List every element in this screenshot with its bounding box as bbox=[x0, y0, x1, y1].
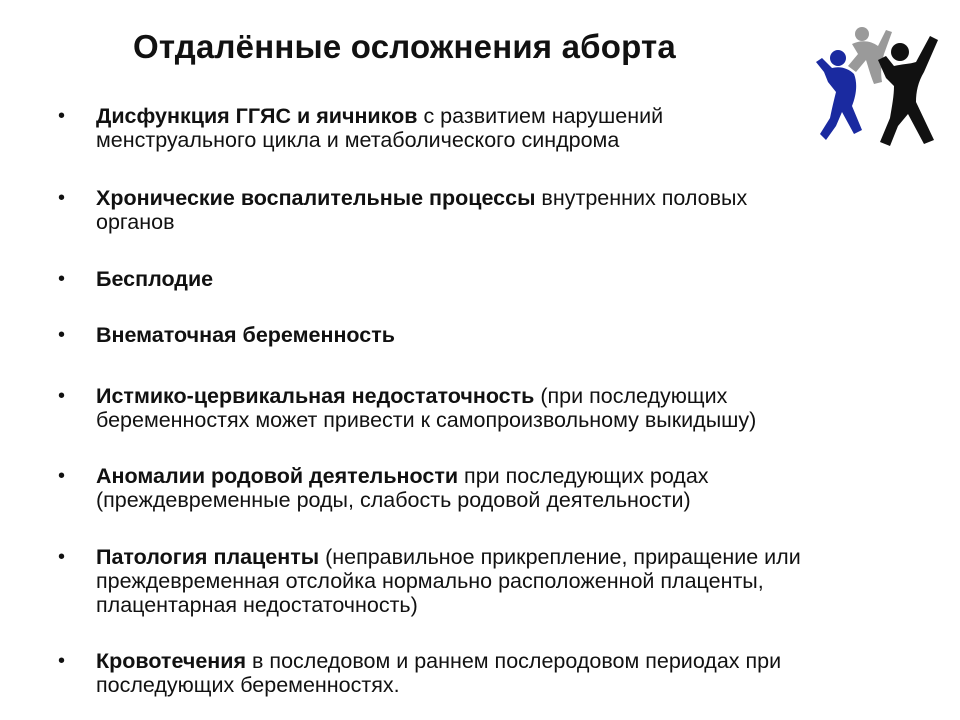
item-heading: Хронические воспалительные процессы bbox=[96, 186, 536, 210]
item-detail: с развитием нарушений менструального цикла и метаболического синдрома bbox=[96, 104, 664, 152]
item-heading: Кровотечения bbox=[96, 649, 247, 673]
item-heading: Внематочная беременность bbox=[96, 323, 395, 347]
item-heading: Истмико-цервикальная недостаточность bbox=[96, 384, 535, 408]
item-heading: Аномалии родовой деятельности bbox=[96, 464, 459, 488]
item-detail: в последовом и раннем послеродовом периодах при последующих беременностях. bbox=[96, 649, 782, 697]
bullet-marker: • bbox=[58, 385, 66, 407]
bullet-marker: • bbox=[58, 187, 66, 209]
bullet-marker: • bbox=[58, 546, 66, 568]
item-detail: (при последующих беременностях может привести к самопроизвольному выкидышу) bbox=[96, 384, 757, 432]
item-heading: Бесплодие bbox=[96, 267, 214, 291]
bullet-marker: • bbox=[58, 465, 66, 487]
bullet-marker: • bbox=[58, 324, 66, 346]
item-detail: (неправильное прикрепление, приращение или преждевременная отслойка нормально расположенной плаценты, плацентарная недостаточность) bbox=[96, 545, 801, 617]
item-heading: Дисфункция ГГЯС и яичников bbox=[96, 104, 418, 128]
item-detail: при последующих родах (преждевременные роды, слабость родовой деятельности) bbox=[96, 464, 709, 512]
slide-title: Отдалённые осложнения аборта bbox=[133, 28, 676, 65]
item-heading: Патология плаценты bbox=[96, 545, 320, 569]
item-detail: внутренних половых органов bbox=[96, 186, 748, 234]
bullet-marker: • bbox=[58, 650, 66, 672]
bullet-marker: • bbox=[58, 105, 66, 127]
bullet-marker: • bbox=[58, 268, 66, 290]
